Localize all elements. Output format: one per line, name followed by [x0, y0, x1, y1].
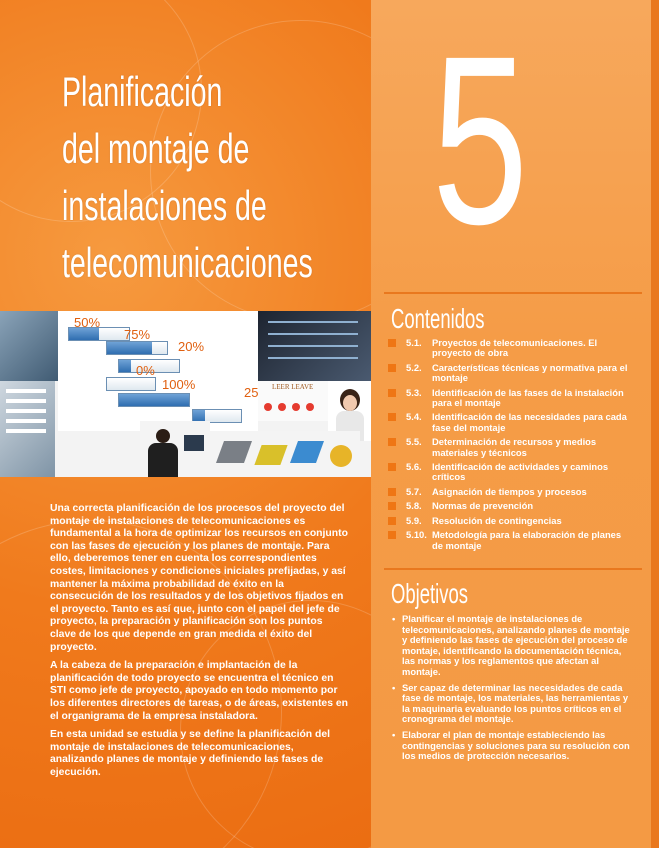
contents-item-text: Proyectos de telecomunicaciones. El proyecto de obra: [432, 337, 598, 359]
contents-item-number: 5.10.: [406, 529, 427, 541]
contents-item-number: 5.6.: [406, 461, 422, 473]
gantt-bar: [118, 393, 190, 407]
objective-text: Elaborar el plan de montaje estableciendo las contingencias y soluciones para su resolución con los medios de protección necesarios.: [402, 728, 630, 762]
objective-item: [392, 730, 632, 762]
contents-heading: Contenidos: [391, 303, 485, 334]
square-bullet-icon: [388, 364, 396, 372]
square-bullet-icon: [388, 438, 396, 446]
chapter-title: [62, 66, 313, 294]
bullet-icon: •: [392, 681, 396, 693]
contents-item-number: 5.3.: [406, 386, 422, 398]
percent-label: 0%: [136, 363, 155, 378]
objective-text: Planificar el montaje de instalaciones de telecomunicaciones, analizando planes de montaje y definiendo las fases de ejecución del proceso de montaje, identificando la documentación técnica, las normas y los reglamentos que afectan al montaje.: [402, 613, 630, 677]
percent-label: 25: [244, 385, 259, 400]
square-bullet-icon: [388, 502, 396, 510]
contents-item: [388, 412, 628, 433]
gantt-bar: [106, 377, 156, 391]
contents-item: [388, 437, 628, 458]
objective-item: [392, 683, 632, 725]
contents-item: [388, 388, 628, 409]
percent-label: 100%: [162, 377, 196, 392]
contents-item: [388, 338, 628, 359]
contents-item-number: 5.2.: [406, 361, 422, 373]
contents-item-text: Resolución de contingencias: [432, 514, 562, 526]
contents-item-text: Identificación de actividades y caminos críticos: [432, 461, 609, 483]
square-bullet-icon: [388, 413, 396, 421]
screen-image: [0, 311, 60, 381]
intro-paragraph: A la cabeza de la preparación e implantación de la planificación de todo proyecto se encuentra el técnico en STI como jefe de proyecto, apoyado en todo momento por los diferentes directores de tareas, o de áreas, existentes en el organigrama de la empresa instaladora.: [50, 660, 349, 722]
timeline-image: [258, 381, 328, 421]
gantt-chart-image: [58, 311, 258, 431]
contents-item-text: Normas de prevención: [432, 500, 534, 512]
office-worker-image: [140, 421, 210, 477]
banner-text: LEER LEAVE: [272, 383, 314, 391]
objective-text: Ser capaz de determinar las necesidades de cada fase de montaje, los materiales, las herramientas y la maquinaria evaluando los puntos críticos en el cronograma del montaje.: [402, 681, 629, 725]
title-line: telecomunicaciones: [62, 239, 313, 286]
contents-item-number: 5.4.: [406, 411, 422, 423]
contents-item: [388, 501, 628, 511]
contents-item: [388, 363, 628, 384]
bullet-icon: •: [392, 613, 396, 624]
contents-item-number: 5.9.: [406, 514, 422, 526]
title-line: del montaje de: [62, 125, 250, 172]
monitor-image: [258, 311, 371, 381]
intro-text: [50, 503, 350, 785]
title-line: instalaciones de: [62, 182, 267, 229]
square-bullet-icon: [388, 517, 396, 525]
contents-item-text: Metodología para la elaboración de planes de montaje: [432, 529, 622, 551]
percent-label: 50%: [74, 315, 101, 330]
intro-paragraph: Una correcta planificación de los procesos del proyecto del montaje de instalaciones de telecomunicaciones es fundamental a la hora de optimizar los recursos en conjunto con las fases de ejecución y los planes de montaje. Para ello, deberemos tener en cuenta los correspondientes costes, limitaciones y condiciones iniciales prefijadas, y así mantener la máxima probabilidad de éxito en la consecución de los resultados y de los objetivos fijados en el proyecto. Tanto es así que, junto con el papel del jefe de proyecto, la preparación y planificación son los puntos clave de los que depende en gran medida el éxito del proyecto.: [50, 503, 348, 653]
square-bullet-icon: [388, 389, 396, 397]
chapter-number: 5: [432, 6, 526, 274]
bullet-icon: •: [392, 728, 396, 740]
contents-list: [388, 338, 628, 555]
contents-item: [388, 487, 628, 497]
objectives-heading: Objetivos: [391, 578, 469, 609]
square-bullet-icon: [388, 531, 396, 539]
section-rule: [384, 568, 642, 570]
right-edge-stripe: [651, 0, 659, 848]
objective-item: [392, 614, 632, 678]
contents-item: [388, 462, 628, 483]
title-line: Planificación: [62, 68, 223, 115]
square-bullet-icon: [388, 339, 396, 347]
contents-item: [388, 516, 628, 526]
contents-item-text: Determinación de recursos y medios materiales y técnicos: [432, 436, 597, 458]
3d-blocks-image: [210, 431, 360, 477]
contents-item-number: 5.1.: [406, 337, 422, 348]
percent-label: 75%: [124, 327, 151, 342]
objectives-list: [392, 614, 632, 767]
section-rule: [384, 292, 642, 294]
percent-label: 20%: [178, 339, 205, 354]
contents-item-number: 5.7.: [406, 485, 422, 497]
contents-item-text: Características técnicas y normativa para el montaje: [432, 361, 628, 384]
gantt-bar: [106, 341, 168, 355]
intro-paragraph: En esta unidad se estudia y se define la planificación del montaje de instalaciones de telecomunicaciones, analizando planes de montaje y definiendo las fases de ejecución.: [50, 729, 331, 778]
contents-item-text: Identificación de las necesidades para cada fase del montaje: [432, 411, 627, 433]
contents-item-number: 5.5.: [406, 436, 422, 448]
photo-collage: [0, 311, 371, 477]
contents-item-text: Asignación de tiempos y procesos: [432, 485, 587, 497]
contents-item: [388, 530, 628, 551]
square-bullet-icon: [388, 488, 396, 496]
spreadsheet-image: [0, 381, 55, 477]
contents-item-number: 5.8.: [406, 500, 422, 512]
contents-item-text: Identificación de las fases de la instalación para el montaje: [432, 386, 624, 409]
square-bullet-icon: [388, 463, 396, 471]
